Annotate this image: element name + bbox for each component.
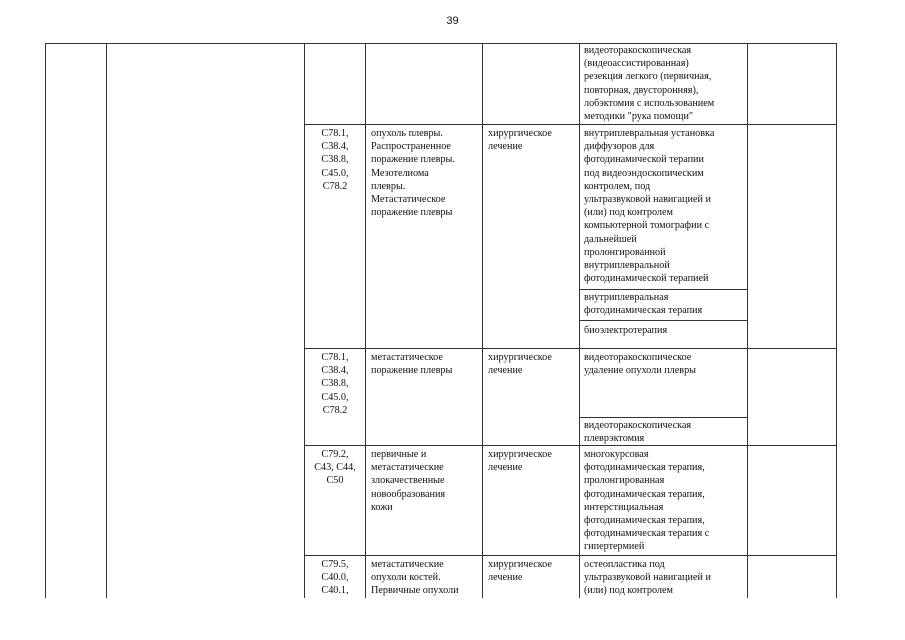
col-border [106, 43, 107, 598]
method-cell: внутриплевральная установка диффузоров для фотодинамической терапии под видеоэндоскопическим контролем, под ультразвуковой навигацией и (или) под контролем компьютерной томографии с дальнейшей пролонгированной внутриплевральной фотодинамической терапией [584, 128, 715, 285]
page-number: 39 [446, 15, 459, 27]
icd-codes-cell: C79.2, C43, C44, C50 [314, 449, 356, 487]
row-border [304, 445, 837, 446]
method-cell: видеоторакоскопическое удаление опухоли плевры [584, 352, 697, 377]
icd-codes-cell: C79.5, C40.0, C40.1, [321, 559, 349, 597]
subrow-border [579, 289, 747, 290]
method-cell: внутриплевральная фотодинамическая терапия [584, 292, 703, 317]
diagnosis-cell: опухоль плевры. Распространенное поражение плевры. Мезотелиома плевры. Метастатическое поражение плевры [371, 128, 455, 219]
icd-codes-cell: C78.1, C38.4, C38.8, C45.0, C78.2 [321, 352, 349, 416]
row-border [304, 348, 837, 349]
treatment-cell: хирургическое лечение [488, 449, 552, 474]
icd-codes-cell: C78.1, C38.4, C38.8, C45.0, C78.2 [321, 128, 349, 192]
row-border [304, 124, 837, 125]
col-border [482, 43, 483, 598]
method-cell: видеоторакоскопическая (видеоассистированная) резекция легкого (первичная, повторная, двусторонняя), лобэктомия с использованием методики "рука помощи" [584, 45, 715, 123]
col-border [836, 43, 837, 598]
subrow-border [579, 320, 747, 321]
row-border [304, 555, 837, 556]
subrow-border [579, 417, 747, 418]
method-cell: многокурсовая фотодинамическая терапия, пролонгированная фотодинамическая терапия, интерстициальная фотодинамическая терапия, фотодинамическая терапия с гипертермией [584, 449, 710, 553]
method-cell: биоэлектротерапия [584, 325, 668, 336]
diagnosis-cell: метастатические опухоли костей. Первичные опухоли [371, 559, 459, 597]
treatment-cell: хирургическое лечение [488, 559, 552, 584]
treatment-cell: хирургическое лечение [488, 128, 552, 153]
method-cell: остеопластика под ультразвуковой навигацией и (или) под контролем [584, 559, 711, 597]
method-cell: видеоторакоскопическая плеврэктомия [584, 420, 692, 445]
diagnosis-cell: метастатическое поражение плевры [371, 352, 453, 377]
diagnosis-cell: первичные и метастатические злокачественные новообразования кожи [371, 449, 446, 513]
col-border [45, 43, 46, 598]
treatment-cell: хирургическое лечение [488, 352, 552, 377]
col-border [365, 43, 366, 598]
